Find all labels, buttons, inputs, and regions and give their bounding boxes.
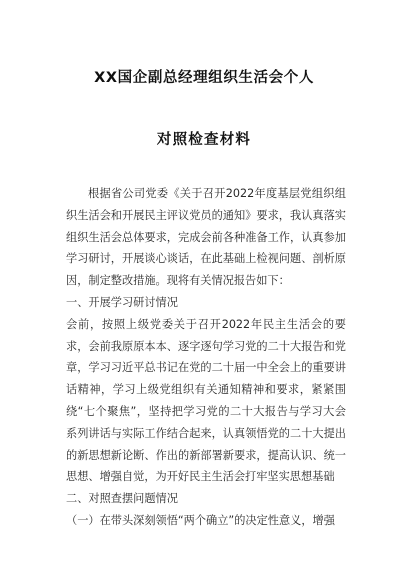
study-paragraph: 会前，按照上级党委关于召开2022年民主生活会的要求，会前我原原本本、逐字逐句学习党的二十大报告和党章，学习习近平总书记在党的二十届一中全会上的重要讲话精神，学习上级党组织有关通知精神和要求，紧紧围绕“七个聚焦”，坚持把学习党的二十大报告与学习大会系列讲话与实际工作结合起来，认真领悟党的二十大提出的新思想新论断、作出的新部署新要求，提高认识、统一思想、增强自觉，为开好民主生活会打牢坚实思想基础 (66, 317, 346, 484)
issues-subheading-paragraph: （一）在带头深刻领悟“两个确立”的决定性意义，增强 (66, 513, 335, 527)
section-heading-study: 一、开展学习研讨情况 (66, 295, 178, 309)
document-title-line-2: 对照检查材料 (156, 132, 252, 148)
document-title-line-1: XX国企副总经理组织生活会个人 (94, 70, 314, 86)
intro-paragraph: 根据省公司党委《关于召开2022年度基层党组织组织生活会和开展民主评议党员的通知》要求，我认真落实组织生活会总体要求，完成会前各种准备工作，认真参加学习研讨，开展谈心谈话，在此基础上检视问题、剖析原因，制定整改措施。现将有关情况报告如下： (66, 187, 346, 288)
section-heading-issues: 二、对照查摆问题情况 (66, 492, 178, 506)
document-body (66, 183, 346, 532)
